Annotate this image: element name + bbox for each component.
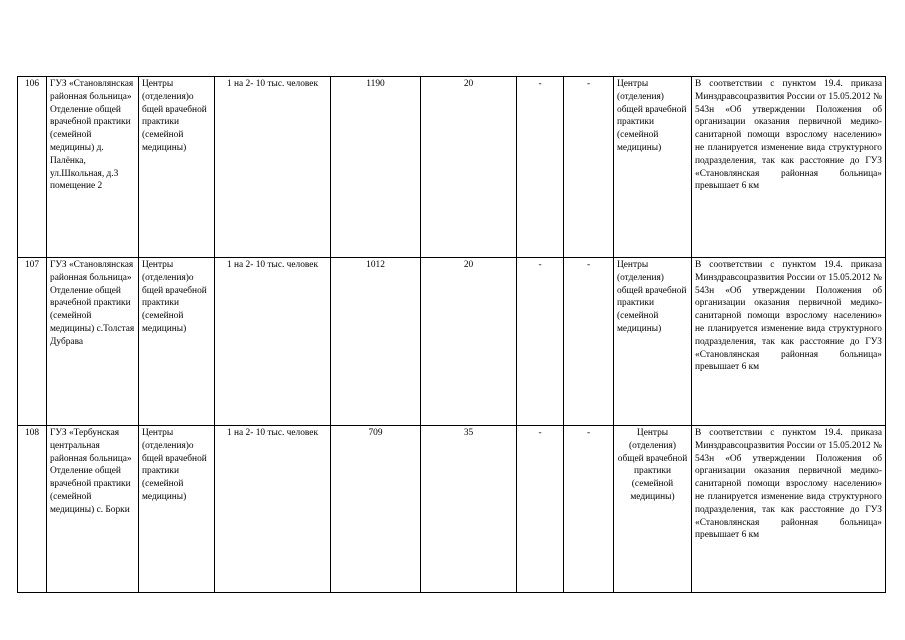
facility-name-cell: ГУЗ «Становлянская районная больница» Отделение общей врачебной практики (семейной медицины) с.Толстая Дубрава	[47, 258, 139, 426]
served-population-cell: 1190	[331, 77, 421, 258]
table-row	[18, 258, 886, 426]
planned-structure-cell: Центры (отделения) общей врачебной практики (семейной медицины)	[614, 258, 692, 426]
empty-value-cell: -	[564, 77, 614, 258]
empty-value-cell: -	[564, 426, 614, 593]
population-norm-cell: 1 на 2- 10 тыс. человек	[215, 426, 331, 593]
facility-type-cell: Центры (отделения)о бщей врачебной практики (семейной медицины)	[139, 77, 215, 258]
facility-name-cell: ГУЗ «Тербунская центральная районная больница» Отделение общей врачебной практики (семейной медицины) с. Борки	[47, 426, 139, 593]
row-number-cell: 108	[18, 426, 47, 593]
population-norm-cell: 1 на 2- 10 тыс. человек	[215, 77, 331, 258]
population-norm-cell: 1 на 2- 10 тыс. человек	[215, 258, 331, 426]
facilities-table	[17, 76, 886, 593]
justification-note-cell: В соответствии с пунктом 19.4. приказа Минздравсоцразвития России от 15.05.2012 № 543н «Об утверждении Положения об организации оказания первичной медико-санитарной помощи взрослому населению» не планируется изменение вида структурного подразделения, так как расстояние до ГУЗ «Становлянская районная больница» превышает 6 км	[692, 77, 886, 258]
table-body	[18, 77, 886, 593]
facility-name-cell: ГУЗ «Становлянская районная больница» Отделение общей врачебной практики (семейной медицины) д. Палёнка, ул.Школьная, д.3 помещение 2	[47, 77, 139, 258]
facility-type-cell: Центры (отделения)о бщей врачебной практики (семейной медицины)	[139, 258, 215, 426]
facility-type-cell: Центры (отделения)о бщей врачебной практики (семейной медицины)	[139, 426, 215, 593]
table-row	[18, 77, 886, 258]
distance-km-cell: 20	[421, 77, 517, 258]
empty-value-cell: -	[564, 258, 614, 426]
table-row	[18, 426, 886, 593]
row-number-cell: 107	[18, 258, 47, 426]
planned-structure-cell: Центры (отделения) общей врачебной практики (семейной медицины)	[614, 77, 692, 258]
served-population-cell: 1012	[331, 258, 421, 426]
empty-value-cell: -	[517, 258, 564, 426]
empty-value-cell: -	[517, 426, 564, 593]
row-number-cell: 106	[18, 77, 47, 258]
distance-km-cell: 35	[421, 426, 517, 593]
distance-km-cell: 20	[421, 258, 517, 426]
empty-value-cell: -	[517, 77, 564, 258]
justification-note-cell: В соответствии с пунктом 19.4. приказа Минздравсоцразвития России от 15.05.2012 № 543н «Об утверждении Положения об организации оказания первичной медико-санитарной помощи взрослому населению» не планируется изменение вида структурного подразделения, так как расстояние до ГУЗ «Становлянская районная больница» превышает 6 км	[692, 426, 886, 593]
planned-structure-cell: Центры (отделения) общей врачебной практики (семейной медицины)	[614, 426, 692, 593]
served-population-cell: 709	[331, 426, 421, 593]
justification-note-cell: В соответствии с пунктом 19.4. приказа Минздравсоцразвития России от 15.05.2012 № 543н «Об утверждении Положения об организации оказания первичной медико-санитарной помощи взрослому населению» не планируется изменение вида структурного подразделения, так как расстояние до ГУЗ «Становлянская районная больница» превышает 6 км	[692, 258, 886, 426]
